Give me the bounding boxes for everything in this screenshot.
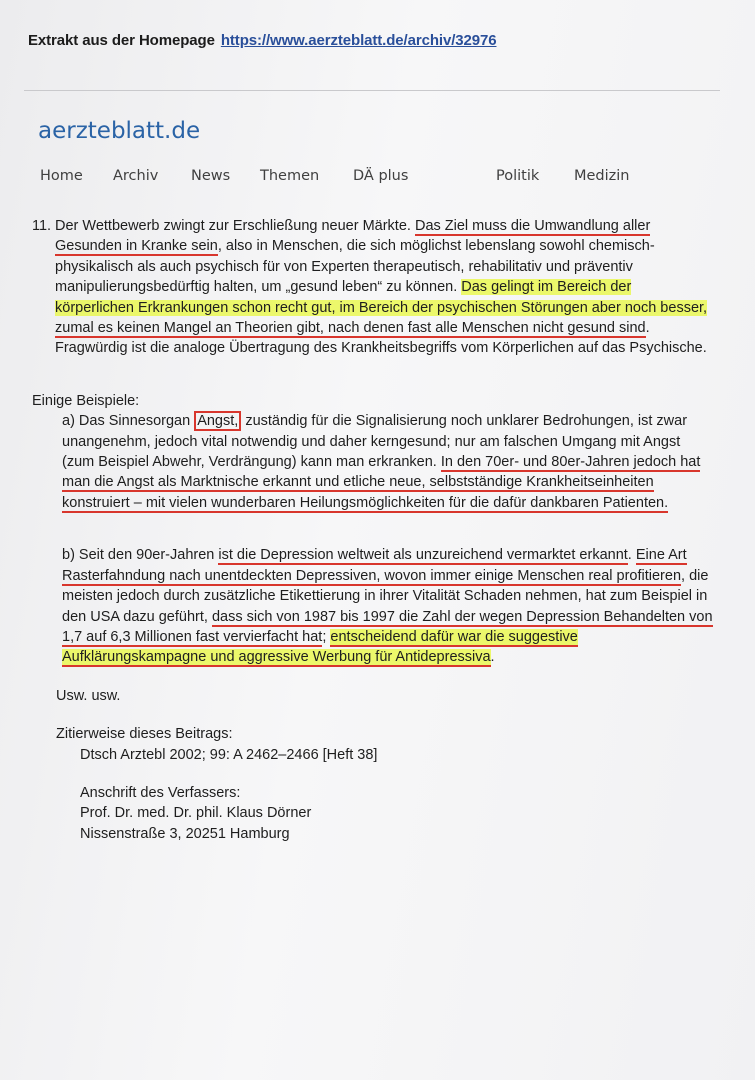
spacer xyxy=(32,359,714,391)
paragraph-11-text xyxy=(55,216,714,359)
red-underlined-text: Eine Art Rasterfahndung nach unentdeckten Depressiven, wovon immer einige Menschen real profitieren xyxy=(62,547,687,584)
example-b xyxy=(62,545,714,667)
text-segment: Der Wettbewerb zwingt zur Erschließung neuer Märkte. xyxy=(55,218,415,234)
paragraph-number: 11. xyxy=(32,218,52,234)
text-segment: . xyxy=(627,547,636,564)
text-segment: , die meisten jedoch durch zusätzliche Etikettierung in ihrer Vitalität Schaden nehmen, hat zum Beispiel in den USA dazu geführt, xyxy=(62,567,709,625)
red-underlined-text: Das Ziel muss die Umwandlung aller Gesunden in Kranke sein xyxy=(55,218,651,255)
site-logo-title[interactable]: aerzteblatt.de xyxy=(38,118,201,144)
header-divider xyxy=(24,90,720,91)
nav-item-news[interactable]: News xyxy=(191,168,231,184)
author-name: Prof. Dr. med. Dr. phil. Klaus Dörner xyxy=(80,805,312,822)
red-underlined-text: In den 70er- und 80er-Jahren jedoch hat man die Angst als Marktnische erkannt und etliche neue, selbstständige Krankheitseinheiten konstruiert – mit vielen wunderbaren Heilungsmöglichkeiten für die dafür dankbaren Patienten. xyxy=(62,454,701,511)
excerpt-label: Extrakt aus der Homepage xyxy=(28,32,215,49)
citation-reference: Dtsch Arztebl 2002; 99: A 2462–2466 [Heft 38] xyxy=(80,746,378,763)
author-street: Nissenstraße 3, 20251 Hamburg xyxy=(80,825,290,842)
address-block xyxy=(56,783,714,844)
nav-item-medizin[interactable]: Medizin xyxy=(574,168,630,184)
citation-label: Zitierweise dieses Beitrags: xyxy=(56,726,233,743)
red-underlined-text: zumal es keinen Mangel an Theorien gibt, nach denen fast alle Menschen nicht gesund sind xyxy=(55,320,646,337)
spacer xyxy=(32,765,714,783)
text-segment: zuständig für die Signalisierung noch unklarer Bedrohungen, ist zwar unangenehm, jedoch vital notwendig und daher kerngesund; nur am falschen Umgang mit Angst (zum Beispiel Abwehr, Verdrängung) kann man erkranken. xyxy=(62,413,688,471)
spacer xyxy=(32,706,714,724)
text-segment: b) Seit den 90er-Jahren xyxy=(62,547,219,564)
red-underlined-text: ist die Depression weltweit als unzureichend vermarktet erkannt xyxy=(218,547,628,564)
source-url-link[interactable]: https://www.aerzteblatt.de/archiv/32976 xyxy=(220,32,497,49)
text-segment: a) Das Sinnesorgan xyxy=(62,413,195,430)
article-content xyxy=(32,216,714,844)
nav-item-politik[interactable]: Politik xyxy=(496,168,540,184)
address-label: Anschrift des Verfassers: xyxy=(80,784,241,801)
highlighted-text: Das gelingt im Bereich der körperlichen Erkrankungen schon recht gut, im Bereich der psychischen Störungen aber noch besser, xyxy=(55,279,708,316)
paragraph-11 xyxy=(32,216,714,359)
nav-item-themen[interactable]: Themen xyxy=(260,168,320,184)
usw-text: Usw. usw. xyxy=(56,687,121,704)
highlighted-underlined-text: entscheidend dafür war die suggestive Aufklärungskampagne und aggressive Werbung für Antidepressiva xyxy=(62,628,578,666)
excerpt-header xyxy=(28,32,496,49)
nav-item-dae-plus[interactable]: DÄ plus xyxy=(353,168,409,184)
spacer xyxy=(32,513,714,545)
spacer xyxy=(32,668,714,686)
example-a xyxy=(62,411,714,513)
text-segment: ; xyxy=(322,628,331,645)
citation-block xyxy=(56,724,714,765)
nav-item-home[interactable]: Home xyxy=(40,168,83,184)
text-segment: . xyxy=(490,649,495,666)
nav-item-archiv[interactable]: Archiv xyxy=(113,168,159,184)
red-underlined-text: dass sich von 1987 bis 1997 die Zahl der wegen Depression Behandelten von 1,7 auf 6,3 Millionen fast vervierfacht hat xyxy=(62,608,713,645)
text-segment: . Fragwürdig ist die analoge Übertragung des Krankheitsbegriffs vom Körperlichen auf das Psychische. xyxy=(55,320,707,357)
examples-heading: Einige Beispiele: xyxy=(32,392,140,409)
boxed-word: Angst, xyxy=(194,411,241,431)
text-segment: , also in Menschen, die sich möglichst lebenslang sowohl chemisch-physikalisch als auch psychisch für von Experten therapeutisch, rehabilitativ und präventiv manipulierungsbedürftig halten, um „gesund leben“ zu können. xyxy=(55,238,655,296)
